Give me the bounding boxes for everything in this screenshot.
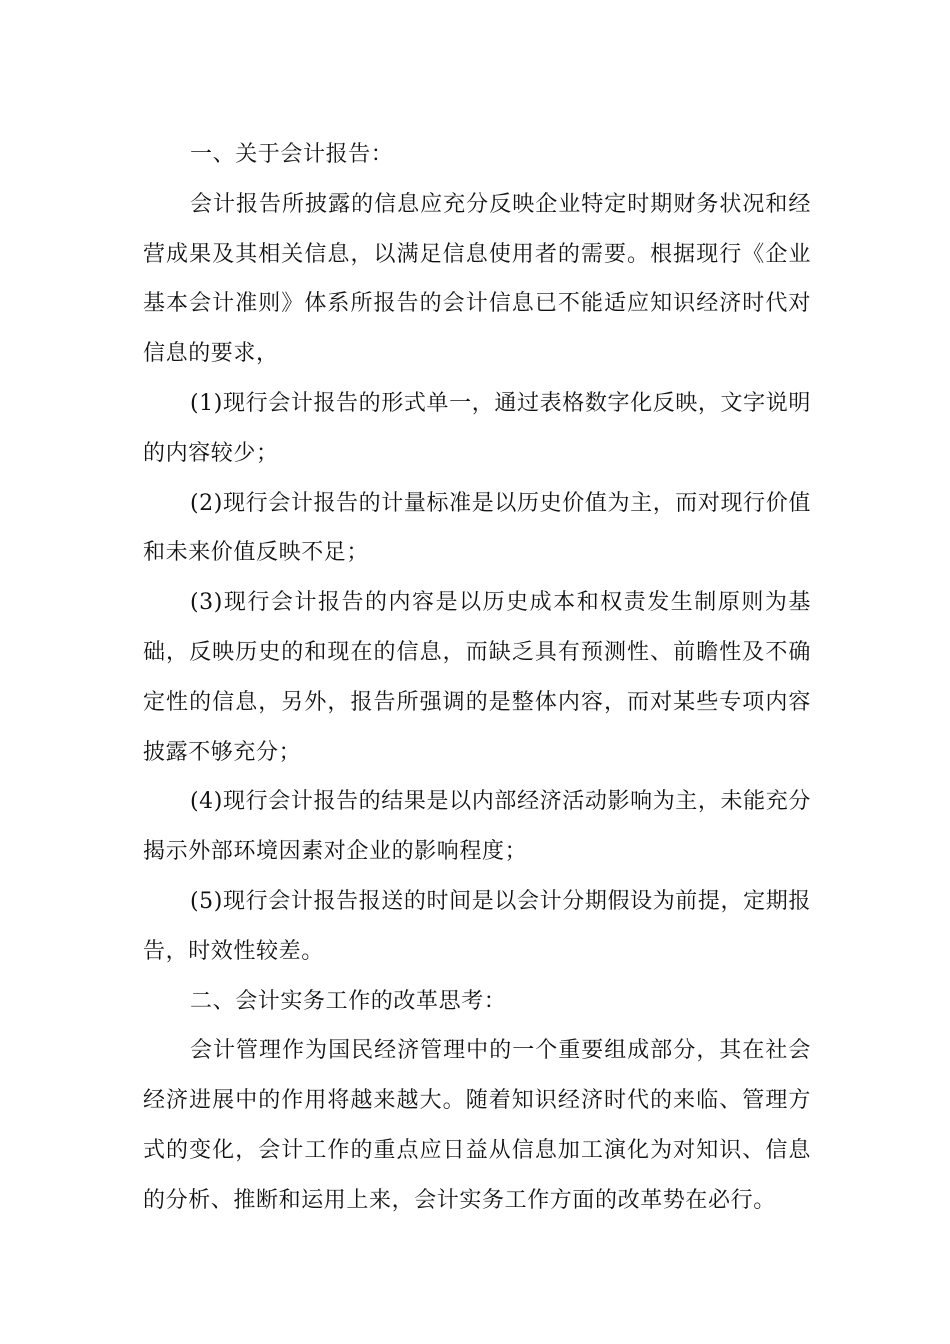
section-heading-1: 一、关于会计报告： [190,142,394,167]
section-heading-2: 二、会计实务工作的改革思考： [190,988,507,1014]
list-item-2: (2)现行会计报告的计量标准是以历史价值为主，而对现行价值和未来价值反映不足； [143,490,811,566]
document-body [143,130,811,1226]
list-item-1: (1)现行会计报告的形式单一，通过表格数字化反映，文字说明的内容较少； [143,390,811,466]
paragraph-reform: 会计管理作为国民经济管理中的一个重要组成部分，其在社会经济进展中的作用将越来越大。随着知识经济时代的来临、管理方式的变化，会计工作的重点应日益从信息加工演化为对知识、信息的分析、推断和运用上来，会计实务工作方面的改革势在必行。 [143,1038,811,1213]
list-item-4: (4)现行会计报告的结果是以内部经济活动影响为主，未能充分揭示外部环境因素对企业的影响程度； [143,789,811,865]
list-item-5: (5)现行会计报告报送的时间是以会计分期假设为前提，定期报告，时效性较差。 [143,888,811,964]
paragraph-intro: 会计报告所披露的信息应充分反映企业特定时期财务状况和经营成果及其相关信息，以满足信息使用者的需要。根据现行《企业基本会计准则》体系所报告的会计信息已不能适应知识经济时代对信息的要求， [143,191,811,367]
list-item-3: (3)现行会计报告的内容是以历史成本和权责发生制原则为基础，反映历史的和现在的信息，而缺乏具有预测性、前瞻性及不确定性的信息，另外，报告所强调的是整体内容，而对某些专项内容披露不够充分； [143,590,811,765]
